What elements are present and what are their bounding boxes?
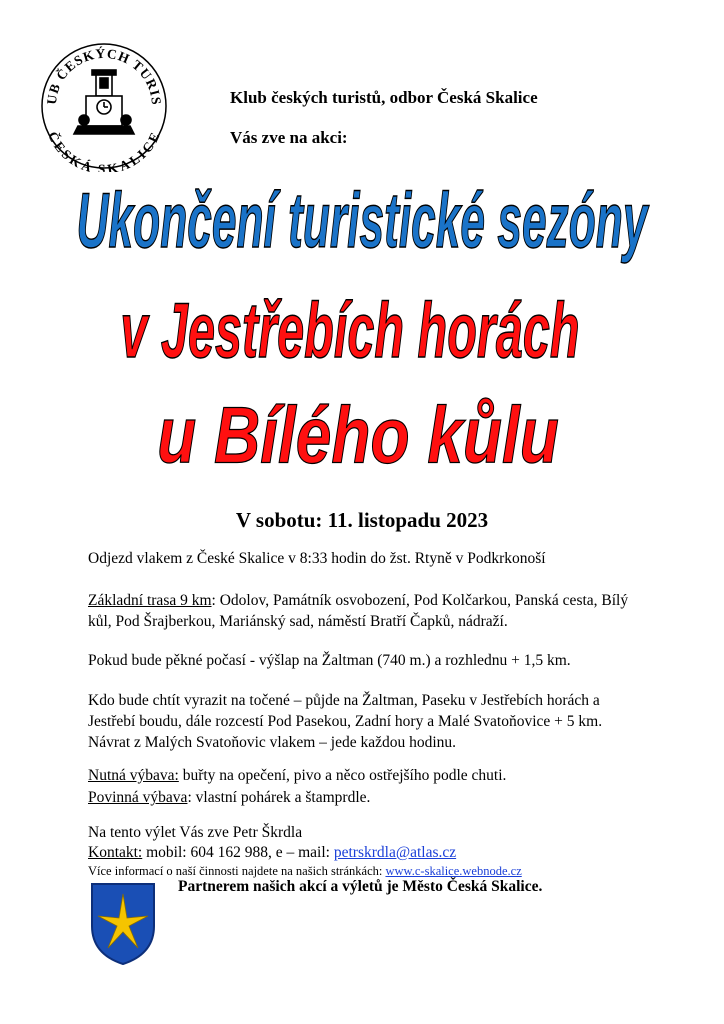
title-line-2: v Jestřebích horách xyxy=(120,287,580,375)
contact-info xyxy=(88,842,648,863)
contact-label: Kontakt: xyxy=(88,844,143,861)
required-gear xyxy=(88,765,648,786)
title-line-3: u Bílého kůlu xyxy=(157,390,559,480)
email-link[interactable]: petrskrdla@atlas.cz xyxy=(333,844,457,861)
event-date: V sobotu: 11. listopadu 2023 xyxy=(235,508,489,532)
route-paragraph xyxy=(88,590,636,632)
mandatory-gear xyxy=(88,787,648,808)
contact-text: mobil: 604 162 988, e – mail: xyxy=(142,844,334,861)
organization-name: Klub českých turistů, odbor Česká Skalice xyxy=(230,88,538,107)
more-info-text: Více informací o naší činnosti najdete na našich stránkách: xyxy=(88,864,386,878)
partner-statement: Partnerem našich akcí a výletů je Město Česká Skalice. xyxy=(178,878,543,895)
club-logo xyxy=(38,40,170,172)
weather-info: Pokud bude pěkné počasí - výšlap na Žaltman (740 m.) a rozhlednu + 1,5 km. xyxy=(88,652,571,669)
logo-text-top: UB ČESKÝCH TURIS xyxy=(43,45,165,107)
town-coat-of-arms-icon xyxy=(88,880,158,966)
departure-info: Odjezd vlakem z České Skalice v 8:33 hodin do žst. Rtyně v Podkrkonoší xyxy=(88,550,546,567)
host-info: Na tento výlet Vás zve Petr Škrdla xyxy=(88,824,303,841)
route-text: : Odolov, Památník osvobození, Pod Kolčarkou, Panská cesta, Bílý kůl, Pod Šrajberkou, Mariánský sad, náměstí Bratří Čapků, nádraží. xyxy=(88,592,629,630)
mandatory-gear-label: Povinná výbava xyxy=(88,789,188,806)
mandatory-gear-text: : vlastní pohárek a štamprdle. xyxy=(187,789,371,806)
extended-route-info: Kdo bude chtít vyrazit na točené – půjde na Žaltman, Paseku v Jestřebích horách a Jestřebí boudu, dále rozcestí Pod Pasekou, Zadní hory a Malé Svatoňovice + 5 km. Návrat z Malých Svatoňovic vlakem – jede každou hodinu. xyxy=(88,692,603,751)
website-link[interactable]: www.c-skalice.webnode.cz xyxy=(385,864,522,878)
logo-text-bottom: ČESKÁ SKALICE xyxy=(45,129,163,172)
svg-text:ČESKÁ SKALICE xyxy=(45,129,163,172)
route-label: Základní trasa 9 km xyxy=(88,592,212,609)
required-gear-text: buřty na opečení, pivo a něco ostřejšího podle chuti. xyxy=(178,767,507,784)
title-line-1: Ukončení turistické sezóny xyxy=(76,177,648,265)
required-gear-label: Nutná výbava: xyxy=(88,767,179,784)
invitation-line: Vás zve na akci: xyxy=(230,128,348,147)
